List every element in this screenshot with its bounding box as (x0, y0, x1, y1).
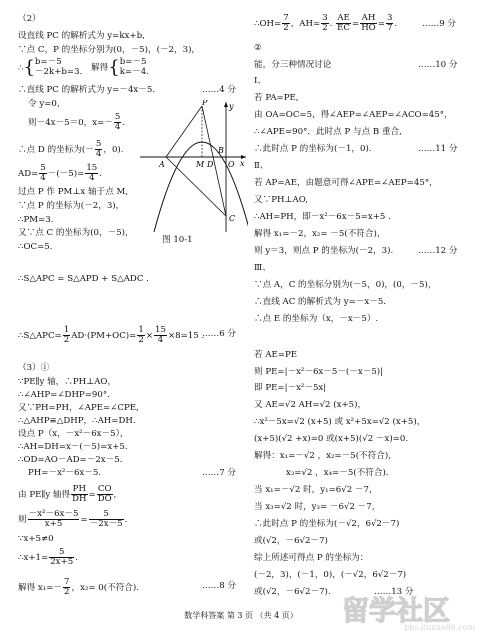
line-1: 设直线 PC 的解析式为 y=kx+b, (18, 31, 145, 41)
line-r16: ∵点 A，C 的坐标分别为(－5，0)，(0，－5)， (254, 280, 437, 290)
line-r27: 当 x₁=－√2 时，y₁=6√2 －7， (254, 485, 378, 495)
label-o: O (228, 160, 235, 169)
line-r18: ∴点 E 的坐标为（x，－x－5）. (254, 314, 379, 324)
score-8: ……8 分 (202, 581, 236, 591)
line-r20: 则 PE=|－x²－6x－5－(－x－5)| (254, 367, 384, 377)
score-11: ……11 分 (418, 144, 458, 154)
line-m12: ∴x+1= $\frac{5}{2x+5}$ . (18, 547, 78, 568)
line-15: ∴S△APC= $\frac{1}{2}$ AD·(PM+OC)= $\frac{1}{2}$ × $\frac{15}{4}$ ×8=15 . (18, 325, 205, 346)
line-r17: ∴直线 AC 的解析式为 y=－x－5. (254, 297, 387, 307)
line-r11: 又∵PH⊥AO, (254, 195, 309, 205)
segment-ap (166, 106, 202, 157)
score-6: ……6 分 (202, 329, 236, 339)
line-5: 令 y=0， (28, 99, 66, 109)
line-r22: 又 AE=√2 AH=√2 (x+5)， (254, 400, 367, 410)
watermark-logo (338, 587, 478, 632)
line-r26: x₃=√2 ，x₄=－5(不符合). (286, 468, 389, 478)
line-r1: ∴OH= $\frac{7}{2}$ ，AH= $\frac{3}{2}$ . $\frac{AE}{EC}$ = $\frac{AH}{HO}$ = $\frac{3}{7}$ . (254, 13, 398, 34)
line-r8: ∴此时点 P 的坐标为(－1，0). (254, 144, 372, 154)
line-13: ∴OC=5. (18, 242, 53, 252)
line-m9: 由 PE∥y 轴得 $\frac{PH}{DH}$ = $\frac{CO}{DO}$ , (18, 484, 117, 505)
line-m2: ∴∠AHP=∠DHP=90°. (18, 390, 110, 400)
segment-pc (202, 106, 226, 216)
section-2-heading: （2） (18, 14, 41, 24)
score-9: ……9 分 (422, 19, 456, 29)
label-m: M (196, 160, 205, 169)
parabola-figure (140, 100, 248, 232)
line-m5: 设点 P（x，－x²－6x－5）， (18, 429, 129, 439)
line-r23: ∴x²－5x=√2 (x+5) 或 x²+5x=√2 (x+5)， (254, 417, 426, 427)
section-3-heading: （3）① (18, 363, 50, 373)
y-axis-arrow-icon (224, 102, 228, 107)
line-m11: ∵x+5≠0 (18, 534, 54, 544)
line-9: 过点 P 作 PM⊥x 轴于点 M, (18, 187, 129, 197)
label-b: B (218, 146, 224, 155)
label-y: y (229, 102, 234, 111)
line-m13: 解得 x₁=－ $\frac{7}{2}$ ，x₂= 0(不符合). (18, 577, 139, 598)
page-footer: 数学科答案 第 3 页 （共 4 页） (184, 611, 298, 620)
line-12: 又∵点 C 的坐标为(0，－5)， (18, 228, 134, 238)
line-r25: 解得：x₁=－√2 ，x₂=－5(不符合)， (254, 451, 397, 461)
line-r7: ∴∠APE=90°．此时点 P 与点 B 重合, (254, 127, 402, 137)
line-m7: ∴OD=AO－AD=－2x－5. (18, 455, 123, 465)
line-r15: Ⅲ、 (254, 263, 271, 273)
line-10: ∵点 P 的坐标为(－2，3)， (18, 201, 125, 211)
figure-caption: 图 10-1 (162, 235, 193, 245)
line-r33: 或(√2，－6√2－7). (254, 587, 331, 597)
label-p: P (202, 100, 208, 107)
line-r6: 由 OA=OC=5，得∠AEP=∠AEP=∠ACO=45°， (254, 110, 453, 120)
line-r30: 或(√2，－6√2－7) (254, 536, 328, 546)
score-10: ……10 分 (418, 60, 458, 70)
line-r28: 当 x₃=√2 时，y₃= －6√2 －7， (254, 502, 381, 512)
score-12: ……12 分 (418, 246, 458, 256)
line-r24: (x+5)(√2 +x)=0 或(x+5)(√2 －x)=0. (254, 434, 409, 444)
line-r12: ∴AH=PH，即－x²－6x－5=x+5 . (254, 212, 391, 222)
line-r14: 则 y＝3，则点 P 的坐标为(－2，3). (254, 246, 394, 256)
line-r29: ∴此时点 P 的坐标为(－√2，6√2－7) (254, 519, 400, 529)
label-c: C (229, 214, 236, 223)
line-2: ∵点 C，P 的坐标分别为(0，－5)，(－2，3)， (18, 45, 201, 55)
label-x: x (240, 159, 245, 168)
brace-icon: { (23, 56, 35, 78)
line-r13: 解得 x₁=－2，x₂= －5(不符合)， (254, 229, 386, 239)
score-13: ……13 分 (374, 587, 414, 597)
line-r32: (－2，3)，(－1，0)，(－√2，6√2－7) (254, 570, 407, 580)
brace-icon: { (108, 56, 120, 78)
line-r5: 若 PA=PE, (254, 93, 299, 103)
line-4: ∴直线 PC 的解析式为 y=－4x－5. (18, 85, 156, 95)
line-m4: ∴△AHP≌△DHP，∴AH=DH. (18, 416, 136, 426)
line-11: ∴PM=3. (18, 215, 54, 225)
line-r4: Ⅰ、 (254, 76, 266, 86)
line-r21: 即 PE=|－x²－5x| (254, 383, 327, 393)
line-14: ∴S△APC = S△APD + S△ADC . (18, 274, 149, 284)
line-7: ∴点 D 的坐标为(－ $\frac{5}{4}$ ，0). (18, 139, 124, 160)
line-r2: ② (254, 43, 262, 53)
line-m8: PH=－x²－6x－5. (28, 468, 102, 478)
line-r3: 能，分三种情况讨论 (254, 60, 332, 70)
line-r31: 综上所述可得点 P 的坐标为： (254, 553, 369, 563)
line-m1: ∵PE∥y 轴，∴PH⊥AO， (18, 377, 117, 387)
line-r19: 若 AE=PE (254, 350, 298, 360)
line-r9: Ⅱ、 (254, 161, 269, 171)
watermark-url: bbs.liuxue86.com (404, 623, 476, 632)
line-m3: 又∵PH=PH，∠APE=∠CPE, (18, 403, 139, 413)
score-7: ……7 分 (202, 468, 236, 478)
line-r10: 若 AP=AE，由题意可得∠APE=∠AEP=45°， (254, 178, 438, 188)
line-m6: ∴AH=DH=x－(－5)=x+5. (18, 442, 128, 452)
label-a: A (159, 160, 165, 169)
line-3-system: ∴{ b=－5 －2k+b=3. 解得{ b=－5 k=－4. (18, 56, 149, 78)
line-6: 则－4x－5＝0，x=－ $\frac{5}{4}$ . (28, 112, 126, 133)
watermark-brand: 留学社区 (342, 596, 450, 627)
score-4: ……4 分 (202, 85, 236, 95)
line-8: AD= $\frac{5}{4}$ －(－5)= $\frac{15}{4}$ . (18, 163, 102, 184)
label-d: D (207, 160, 214, 169)
line-m10: 则 $\frac{\text{－x²－6x－5}}{x+5}$ = $\frac{5}{-2x-5}$ . (18, 509, 128, 530)
